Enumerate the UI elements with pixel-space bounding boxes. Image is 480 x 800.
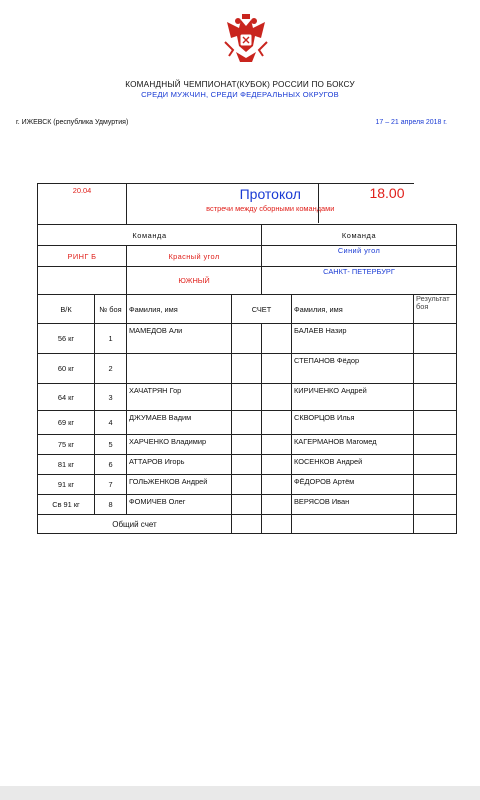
protocol-date: 20.04 xyxy=(38,184,127,225)
table-row xyxy=(38,435,457,455)
team-label-row xyxy=(38,225,457,246)
bout-number: 4 xyxy=(95,411,127,435)
weight-cell: Св 91 кг xyxy=(38,495,95,515)
blue-boxer: СТЕПАНОВ Фёдор xyxy=(292,354,414,384)
weight-cell: 81 кг xyxy=(38,455,95,475)
blue-team-name: САНКТ- ПЕТЕРБУРГ xyxy=(262,267,457,295)
protocol-title: Протокол xyxy=(239,186,301,202)
bout-number: 1 xyxy=(95,324,127,354)
red-name-col-header: Фамилия, имя xyxy=(127,295,232,324)
corner-row xyxy=(38,246,457,267)
blue-boxer: СКВОРЦОВ Илья xyxy=(292,411,414,435)
bout-number: 7 xyxy=(95,475,127,495)
red-boxer: ХАЧАТРЯН Гор xyxy=(127,384,232,411)
blue-boxer: ФЁДОРОВ Артём xyxy=(292,475,414,495)
red-score xyxy=(232,495,262,515)
weight-cell: 60 кг xyxy=(38,354,95,384)
red-boxer: ДЖУМАЕВ Вадим xyxy=(127,411,232,435)
table-row xyxy=(38,354,457,384)
weight-col-header: В/К xyxy=(38,295,95,324)
red-score xyxy=(232,455,262,475)
total-score-label: Общий счет xyxy=(38,515,232,534)
result-cell xyxy=(414,495,457,515)
emblem-eagle-icon xyxy=(219,12,273,68)
blue-corner-label: Синий угол xyxy=(262,246,457,267)
result-cell xyxy=(414,354,457,384)
blue-score xyxy=(262,411,292,435)
red-score xyxy=(232,411,262,435)
red-team-name: ЮЖНЫЙ xyxy=(127,267,262,295)
team-label-right: Команда xyxy=(262,225,457,246)
team-name-row xyxy=(38,267,457,295)
result-cell xyxy=(414,455,457,475)
bout-number: 6 xyxy=(95,455,127,475)
red-corner-label: Красный угол xyxy=(127,246,262,267)
red-boxer: МАМЕДОВ Али xyxy=(127,324,232,354)
result-cell xyxy=(414,435,457,455)
table-row xyxy=(38,324,457,354)
red-score xyxy=(232,324,262,354)
total-result xyxy=(414,515,457,534)
result-cell xyxy=(414,475,457,495)
weight-cell: 64 кг xyxy=(38,384,95,411)
total-blue-score xyxy=(262,515,292,534)
table-row xyxy=(38,495,457,515)
championship-subtitle: СРЕДИ МУЖЧИН, СРЕДИ ФЕДЕРАЛЬНЫХ ОКРУГОВ xyxy=(141,90,339,99)
red-score xyxy=(232,475,262,495)
blue-score xyxy=(262,435,292,455)
weight-cell: 69 кг xyxy=(38,411,95,435)
bout-number: 2 xyxy=(95,354,127,384)
red-score xyxy=(232,384,262,411)
protocol-table xyxy=(37,183,457,534)
bout-number: 8 xyxy=(95,495,127,515)
total-row xyxy=(38,515,457,534)
blue-boxer: КОСЕНКОВ Андрей xyxy=(292,455,414,475)
weight-cell: 91 кг xyxy=(38,475,95,495)
result-cell xyxy=(414,324,457,354)
red-boxer: АТТАРОВ Игорь xyxy=(127,455,232,475)
team-label-left: Команда xyxy=(38,225,262,246)
blue-boxer: ВЕРЯСОВ Иван xyxy=(292,495,414,515)
total-red-score xyxy=(232,515,262,534)
red-boxer: ХАРЧЕНКО Владимир xyxy=(127,435,232,455)
result-cell xyxy=(414,384,457,411)
footer-bar xyxy=(0,786,480,800)
empty-cell xyxy=(38,267,127,295)
protocol-time-value: 18.00 xyxy=(369,185,405,201)
blue-score xyxy=(262,384,292,411)
result-cell xyxy=(414,411,457,435)
bout-no-col-header: № боя xyxy=(95,295,127,324)
red-boxer xyxy=(127,354,232,384)
weight-cell: 56 кг xyxy=(38,324,95,354)
blue-boxer: КИРИЧЕНКО Андрей xyxy=(292,384,414,411)
table-row xyxy=(38,411,457,435)
dates-label: 17 – 21 апреля 2018 г. xyxy=(375,119,447,126)
blue-boxer: БАЛАЕВ Назир xyxy=(292,324,414,354)
table-row xyxy=(38,475,457,495)
red-boxer: ГОЛЬЖЕНКОВ Андрей xyxy=(127,475,232,495)
blue-name-col-header: Фамилия, имя xyxy=(292,295,414,324)
protocol-subtitle: встречи между сборными командами xyxy=(206,204,335,213)
blue-score xyxy=(262,475,292,495)
blue-boxer: КАГЕРМАНОВ Магомед xyxy=(292,435,414,455)
table-row xyxy=(38,455,457,475)
blue-score xyxy=(262,324,292,354)
championship-title: КОМАНДНЫЙ ЧЕМПИОНАТ(КУБОК) РОССИИ ПО БОКСУ xyxy=(125,80,355,89)
city-label: г. ИЖЕВСК (республика Удмуртия) xyxy=(16,119,129,126)
red-score xyxy=(232,435,262,455)
blue-score xyxy=(262,495,292,515)
protocol-time-box xyxy=(318,183,455,223)
score-col-header: СЧЕТ xyxy=(232,295,292,324)
red-boxer: ФОМИЧЕВ Олег xyxy=(127,495,232,515)
bout-number: 3 xyxy=(95,384,127,411)
column-header-row xyxy=(38,295,457,324)
table-row xyxy=(38,384,457,411)
ring-label: РИНГ Б xyxy=(38,246,127,267)
bout-number: 5 xyxy=(95,435,127,455)
blue-score xyxy=(262,455,292,475)
blue-score xyxy=(262,354,292,384)
red-score xyxy=(232,354,262,384)
result-col-header: Результат боя xyxy=(414,295,457,324)
weight-cell: 75 кг xyxy=(38,435,95,455)
total-empty xyxy=(292,515,414,534)
